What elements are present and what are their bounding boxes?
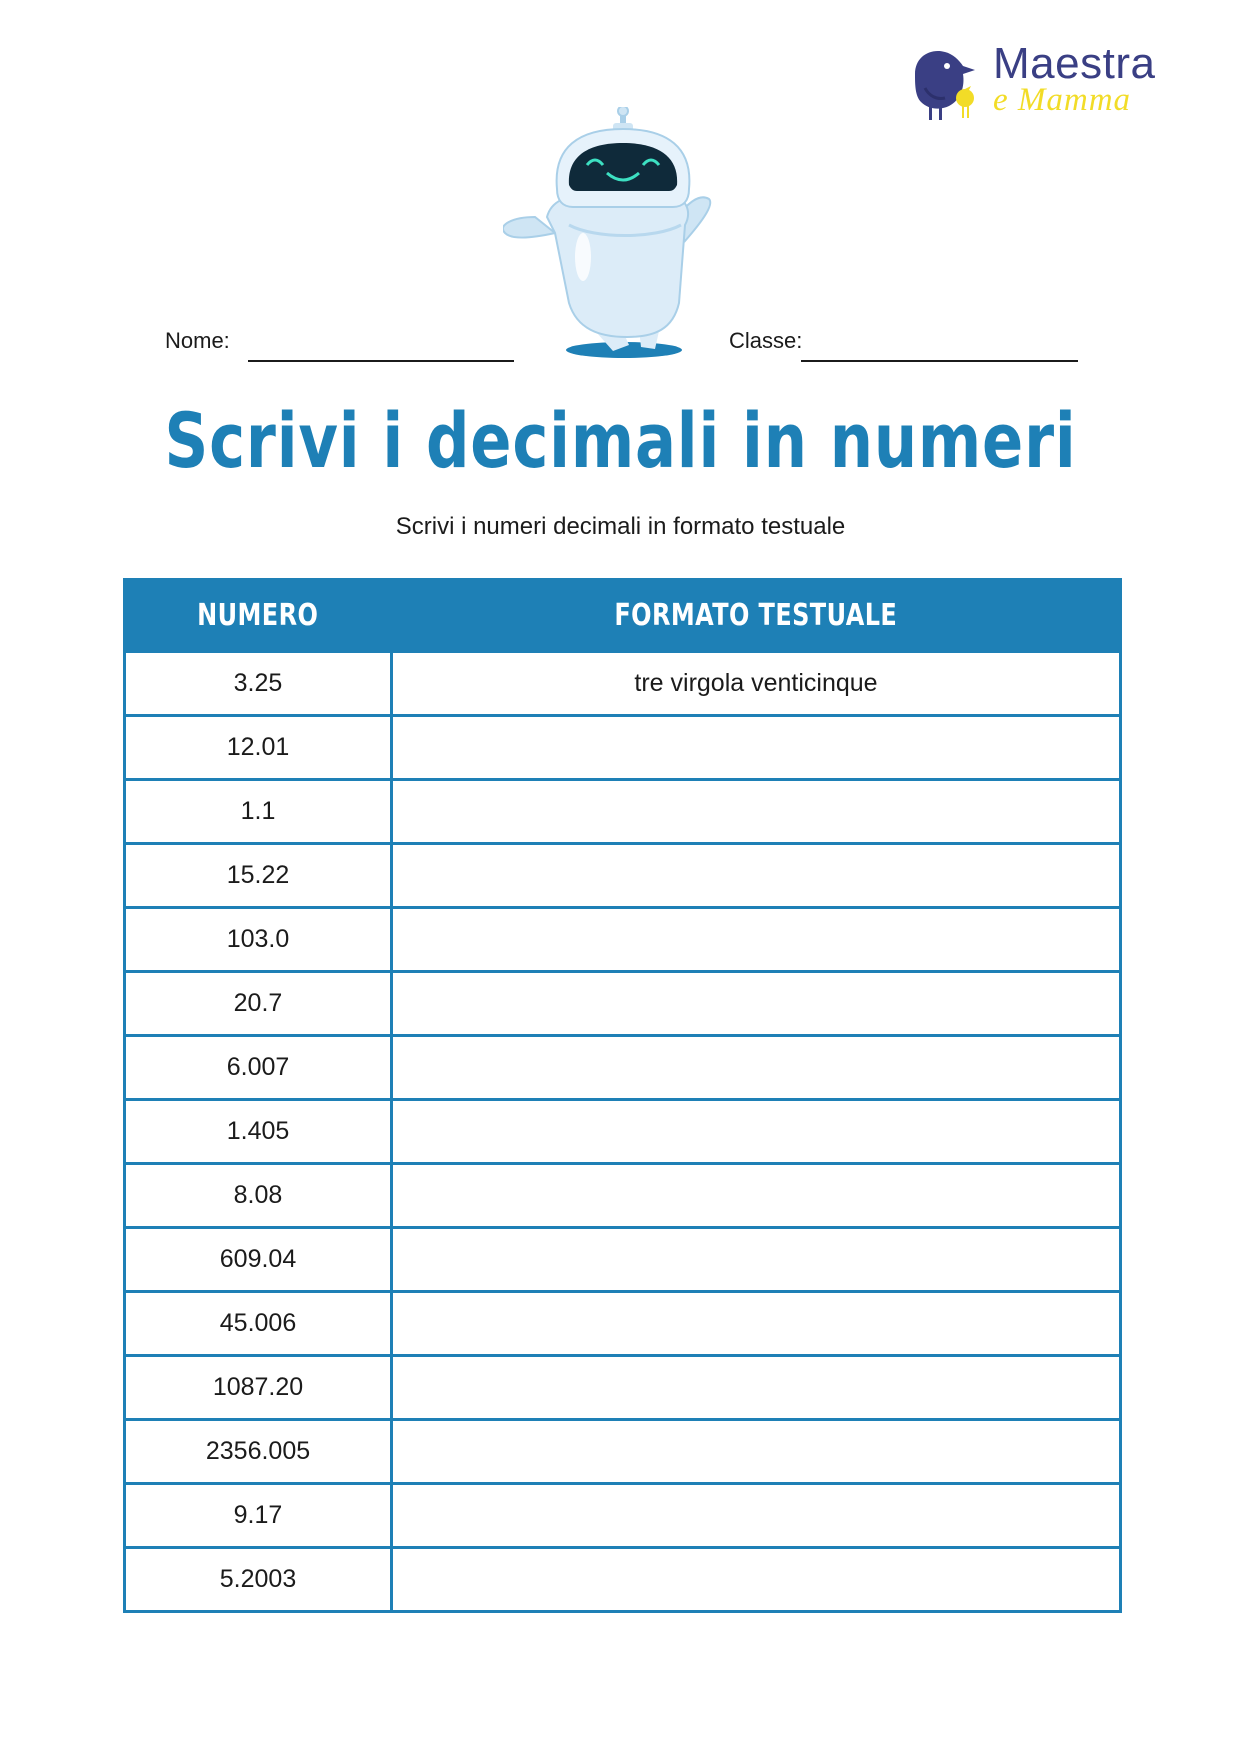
text-format-cell[interactable] xyxy=(392,908,1121,972)
number-cell: 9.17 xyxy=(125,1484,392,1548)
text-format-cell[interactable] xyxy=(392,716,1121,780)
header-number xyxy=(125,580,392,652)
text-format-cell[interactable] xyxy=(392,844,1121,908)
header-text-format xyxy=(392,580,1121,652)
name-input-line[interactable] xyxy=(248,360,514,362)
number-cell: 1087.20 xyxy=(125,1356,392,1420)
text-format-cell[interactable] xyxy=(392,972,1121,1036)
table-row xyxy=(125,780,1121,844)
table-row xyxy=(125,1036,1121,1100)
table-row xyxy=(125,972,1121,1036)
number-cell: 15.22 xyxy=(125,844,392,908)
number-cell: 1.1 xyxy=(125,780,392,844)
number-cell: 2356.005 xyxy=(125,1420,392,1484)
table-row xyxy=(125,1484,1121,1548)
table-row xyxy=(125,1100,1121,1164)
number-cell: 45.006 xyxy=(125,1292,392,1356)
table-row xyxy=(125,1420,1121,1484)
text-format-cell[interactable] xyxy=(392,1484,1121,1548)
table-row xyxy=(125,1356,1121,1420)
table-row xyxy=(125,652,1121,716)
table-row xyxy=(125,1292,1121,1356)
table-row xyxy=(125,1548,1121,1612)
number-cell: 6.007 xyxy=(125,1036,392,1100)
number-cell: 609.04 xyxy=(125,1228,392,1292)
robot-illustration xyxy=(503,107,743,362)
table-row xyxy=(125,844,1121,908)
number-cell: 3.25 xyxy=(125,652,392,716)
number-cell: 1.405 xyxy=(125,1100,392,1164)
header-number-label: NUMERO xyxy=(197,598,319,633)
text-format-cell[interactable] xyxy=(392,1228,1121,1292)
text-format-cell[interactable] xyxy=(392,1164,1121,1228)
text-format-cell[interactable] xyxy=(392,1548,1121,1612)
logo-word-maestra: Maestra xyxy=(993,39,1156,88)
table-row xyxy=(125,716,1121,780)
number-cell: 20.7 xyxy=(125,972,392,1036)
text-format-cell[interactable] xyxy=(392,1356,1121,1420)
bird-logo-icon xyxy=(905,44,985,124)
brand-logo xyxy=(905,39,1175,127)
class-input-line[interactable] xyxy=(801,360,1078,362)
decimals-table xyxy=(123,578,1122,1613)
table-row xyxy=(125,908,1121,972)
class-label: Classe: xyxy=(729,328,803,353)
page-title: Scrivi i decimali in numeri xyxy=(164,396,1077,485)
text-format-cell[interactable] xyxy=(392,1292,1121,1356)
text-format-cell[interactable]: tre virgola venticinque xyxy=(392,652,1121,716)
name-label: Nome: xyxy=(165,328,230,353)
table-row xyxy=(125,1164,1121,1228)
text-format-cell[interactable] xyxy=(392,780,1121,844)
logo-word-mamma: e Mamma xyxy=(993,82,1132,118)
text-format-cell[interactable] xyxy=(392,1420,1121,1484)
page-subtitle: Scrivi i numeri decimali in formato testuale xyxy=(395,513,846,540)
table-header-row xyxy=(125,580,1121,652)
text-format-cell[interactable] xyxy=(392,1100,1121,1164)
number-cell: 12.01 xyxy=(125,716,392,780)
number-cell: 8.08 xyxy=(125,1164,392,1228)
number-cell: 5.2003 xyxy=(125,1548,392,1612)
table-row xyxy=(125,1228,1121,1292)
number-cell: 103.0 xyxy=(125,908,392,972)
header-text-format-label: FORMATO TESTUALE xyxy=(614,598,898,633)
text-format-cell[interactable] xyxy=(392,1036,1121,1100)
